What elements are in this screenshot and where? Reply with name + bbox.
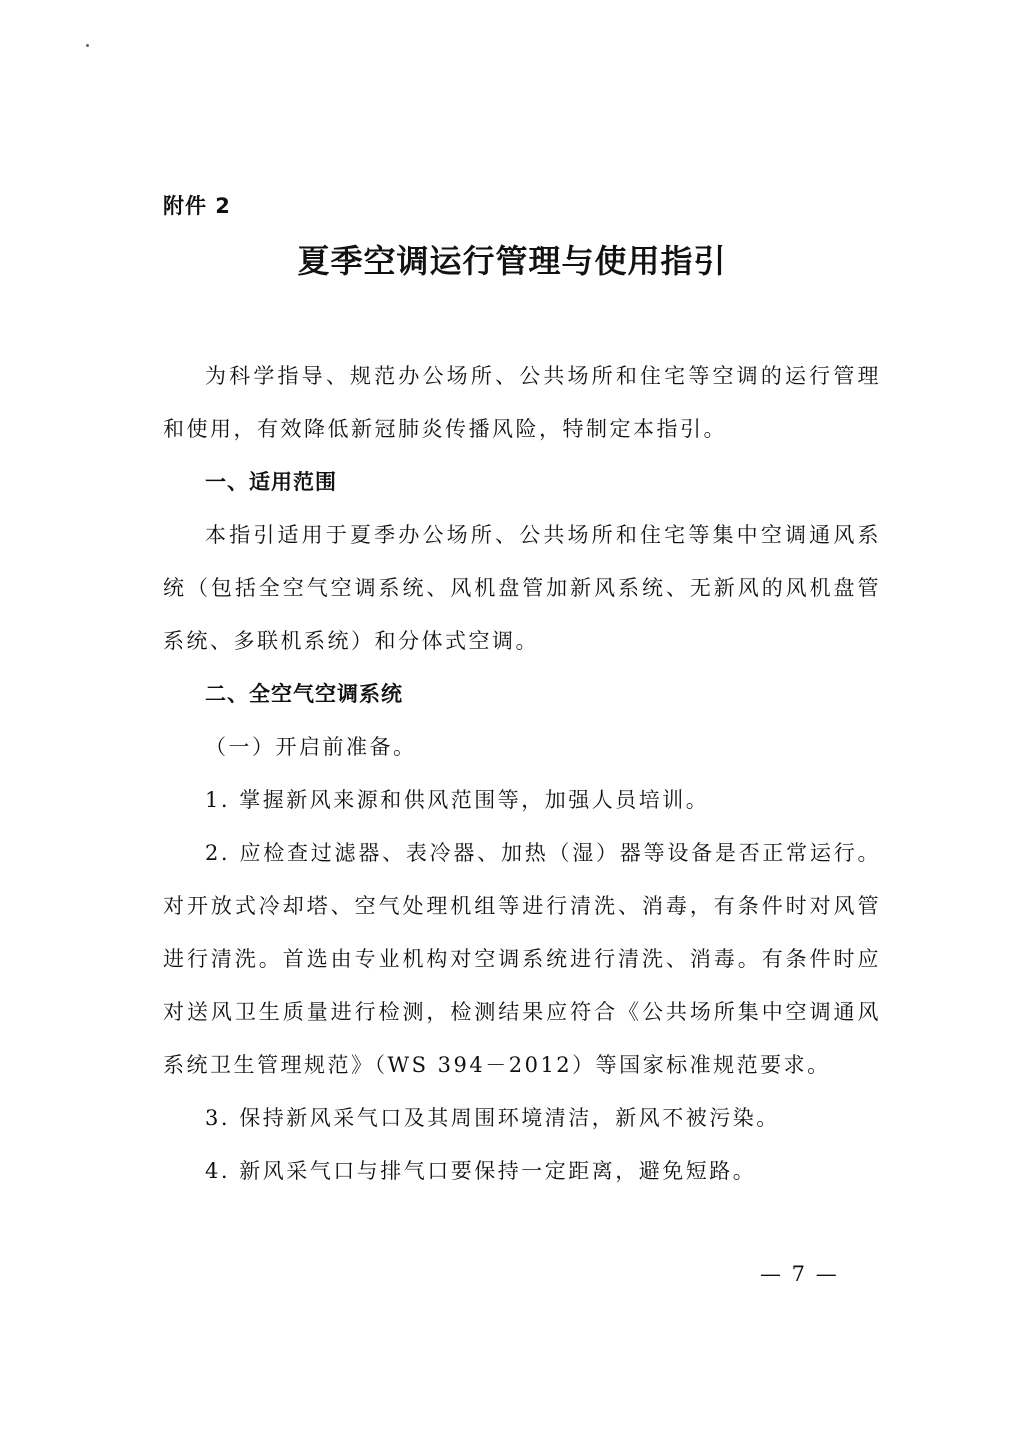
scope-paragraph: 本指引适用于夏季办公场所、公共场所和住宅等集中空调通风系统（包括全空气空调系统、风机盘管加新风系统、无新风的风机盘管系统、多联机系统）和分体式空调。 — [163, 523, 881, 653]
document-body — [163, 350, 881, 1198]
list-item: 4. 新风采气口与排气口要保持一定距离，避免短路。 — [205, 1159, 757, 1183]
scan-speck — [86, 44, 89, 47]
document-title: 夏季空调运行管理与使用指引 — [297, 242, 727, 280]
section-heading-all-air-system: 二、全空气空调系统 — [205, 682, 403, 706]
list-item: 2. 应检查过滤器、表冷器、加热（湿）器等设备是否正常运行。对开放式冷却塔、空气处理机组等进行清洗、消毒，有条件时对风管进行清洗。首选由专业机构对空调系统进行清洗、消毒。有条件时应对送风卫生质量进行检测，检测结果应符合《公共场所集中空调通风系统卫生管理规范》（WS 394－2012）等国家标准规范要求。 — [163, 841, 881, 1077]
subheading-preparation: （一）开启前准备。 — [205, 735, 417, 759]
list-item: 3. 保持新风采气口及其周围环境清洁，新风不被污染。 — [205, 1106, 780, 1130]
section-heading-scope: 一、适用范围 — [205, 470, 337, 494]
page-number: — 7 — — [760, 1262, 839, 1286]
list-item: 1. 掌握新风来源和供风范围等，加强人员培训。 — [205, 788, 710, 812]
attachment-label: 附件 2 — [163, 194, 231, 218]
intro-paragraph: 为科学指导、规范办公场所、公共场所和住宅等空调的运行管理和使用，有效降低新冠肺炎传播风险，特制定本指引。 — [163, 364, 881, 441]
